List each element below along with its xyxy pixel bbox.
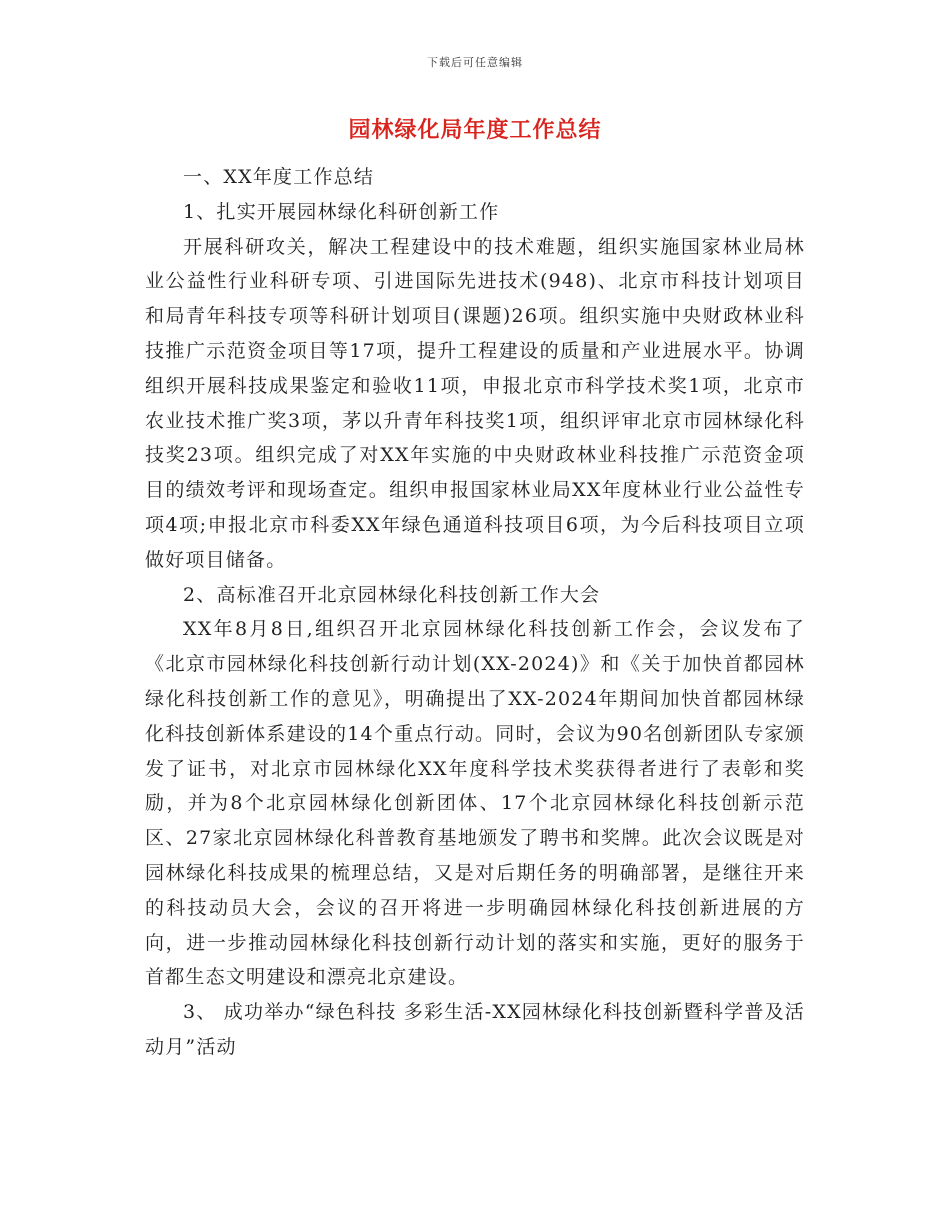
- body-paragraph: XX年8月8日,组织召开北京园林绿化科技创新工作会，会议发布了《北京市园林绿化科技创新行动计划(XX-2024)》和《关于加快首都园林绿化科技创新工作的意见》，明确提出了XX-2024年期间加快首都园林绿化科技创新体系建设的14个重点行动。同时，会议为90名创新团队专家颁发了证书，对北京市园林绿化XX年度科学技术奖获得者进行了表彰和奖励，并为8个北京园林绿化创新团体、17个北京园林绿化科技创新示范区、27家北京园林绿化科普教育基地颁发了聘书和奖牌。此次会议既是对园林绿化科技成果的梳理总结，又是对后期任务的明确部署，是继往开来的科技动员大会，会议的召开将进一步明确园林绿化科技创新进展的方向，进一步推动园林绿化科技创新行动计划的落实和实施，更好的服务于首都生态文明建设和漂亮北京建设。: [145, 618, 805, 989]
- body-paragraph: 开展科研攻关，解决工程建设中的技术难题，组织实施国家林业局林业公益性行业科研专项、引进国际先进技术(948)、北京市科技计划项目和局青年科技专项等科研计划项目(课题)26项。组织实施中央财政林业科技推广示范资金项目等17项，提升工程建设的质量和产业进展水平。协调组织开展科技成果鉴定和验收11项，申报北京市科学技术奖1项，北京市农业技术推广奖3项，茅以升青年科技奖1项，组织评审北京市园林绿化科技奖23项。组织完成了对XX年实施的中央财政林业科技推广示范资金项目的绩效考评和现场查定。组织申报国家林业局XX年度林业行业公益性专项4项;申报北京市科委XX年绿色通道科技项目6项，为今后科技项目立项做好项目储备。: [145, 235, 805, 571]
- page-header-note: 下载后可任意编辑: [427, 56, 523, 69]
- subsection-heading: 2、高标准召开北京园林绿化科技创新工作大会: [183, 583, 601, 606]
- subsection-heading: 3、 成功举办“绿色科技 多彩生活-XX园林绿化科技创新暨科学普及活动月”活动: [145, 1001, 805, 1058]
- section-heading: 一、XX年度工作总结: [183, 166, 375, 188]
- subsection-heading: 1、扎实开展园林绿化科研创新工作: [183, 200, 500, 223]
- document-body: [145, 160, 805, 1065]
- document-title: 园林绿化局年度工作总结: [348, 117, 602, 143]
